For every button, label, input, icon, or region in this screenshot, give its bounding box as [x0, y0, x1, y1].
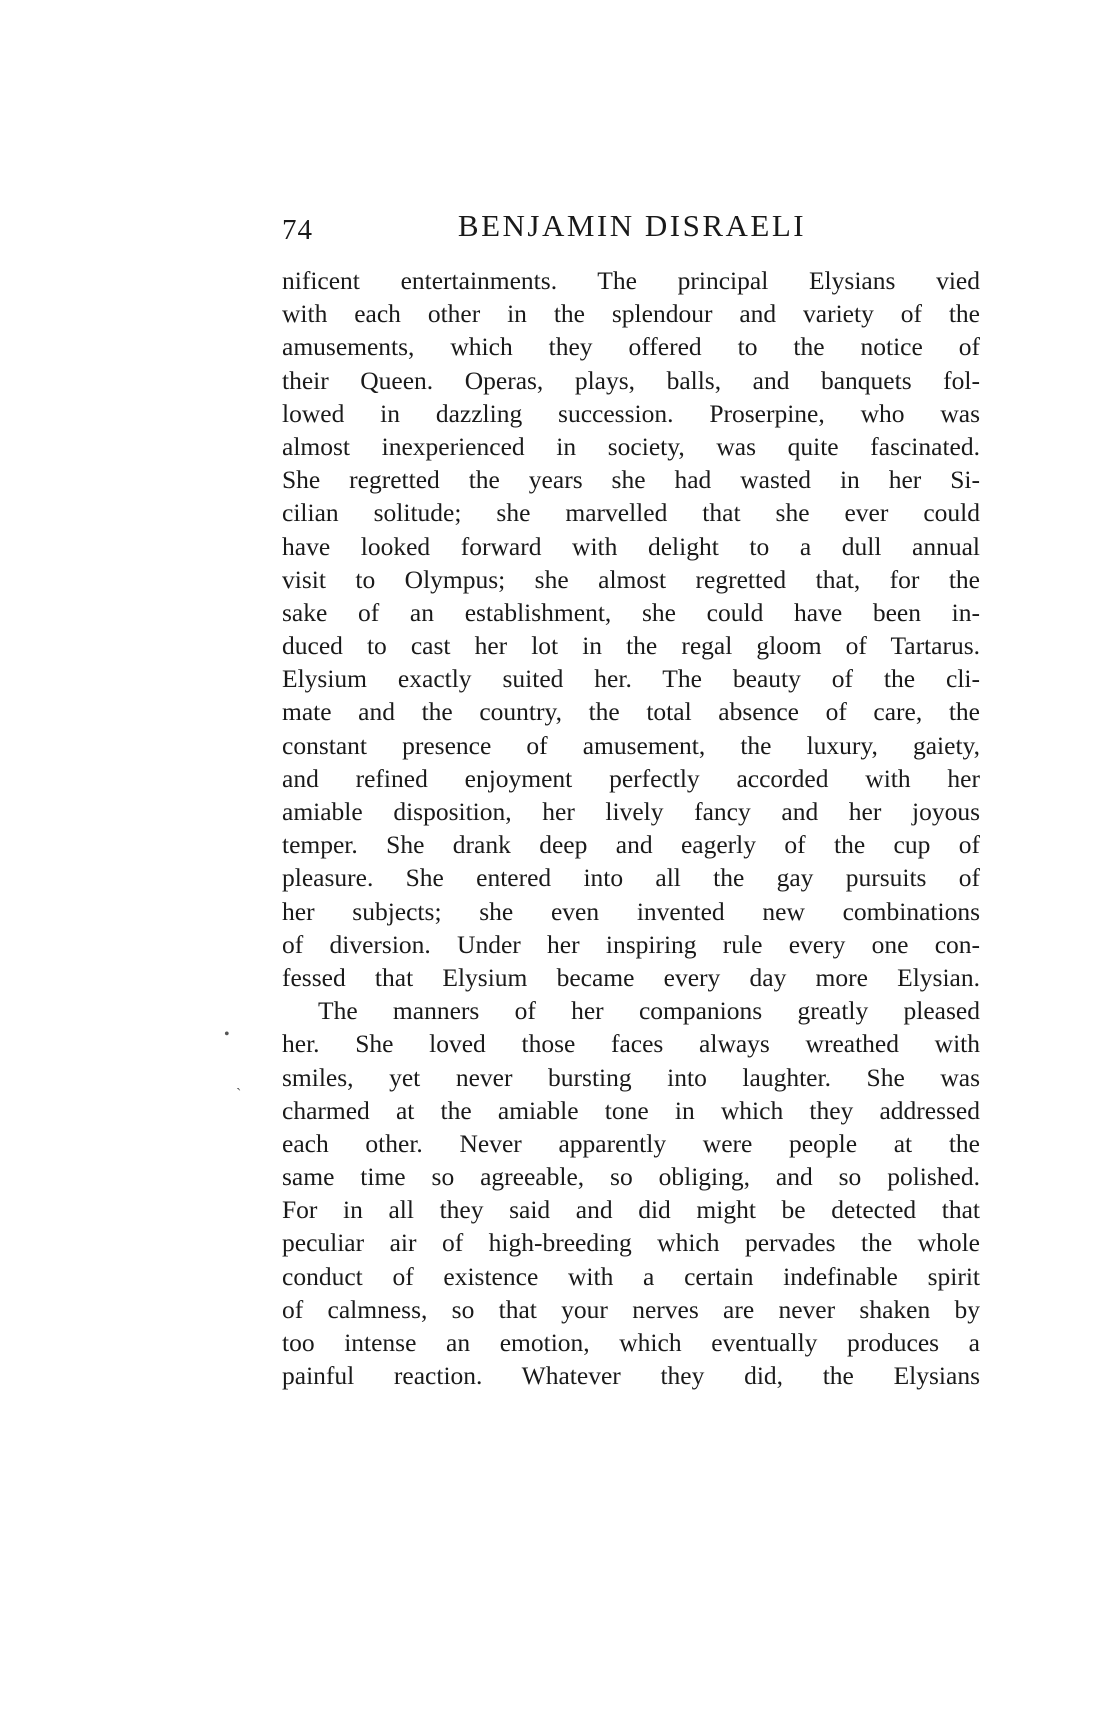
text-line: amusements, which they offered to the notice of	[282, 332, 980, 362]
text-line: duced to cast her lot in the regal gloom of Tartarus.	[282, 631, 980, 661]
text-line: constant presence of amusement, the luxury, gaiety,	[282, 730, 980, 760]
paragraph-1	[282, 264, 980, 994]
text-line: her. She loved those faces always wreathed with	[282, 1029, 980, 1059]
text-line: pleasure. She entered into all the gay pursuits of	[282, 863, 980, 893]
text-line: have looked forward with delight to a dull annual	[282, 531, 980, 561]
margin-mark: ˋ	[236, 1086, 242, 1103]
text-line: cilian solitude; she marvelled that she ever could	[282, 498, 980, 528]
text-line: The manners of her companions greatly pleased	[318, 996, 980, 1026]
book-title: BENJAMIN DISRAELI	[457, 208, 807, 243]
text-line: charmed at the amiable tone in which they addressed	[282, 1095, 980, 1125]
text-line: her subjects; she even invented new combinations	[282, 896, 980, 926]
body-text	[282, 264, 980, 1392]
text-line: nificent entertainments. The principal Elysians vied	[282, 266, 980, 295]
text-line: painful reaction. Whatever they did, the Elysians	[282, 1361, 980, 1391]
text-line: almost inexperienced in society, was quite fascinated.	[282, 431, 980, 461]
text-line: amiable disposition, her lively fancy and her joyous	[282, 797, 980, 826]
text-line: their Queen. Operas, plays, balls, and banquets fol-	[282, 365, 980, 395]
text-line: mate and the country, the total absence of care, the	[282, 697, 980, 727]
running-head	[282, 208, 982, 248]
text-line: lowed in dazzling succession. Proserpine, who was	[282, 398, 980, 428]
text-line: fessed that Elysium became every day more Elysian.	[282, 962, 980, 992]
text-line: and refined enjoyment perfectly accorded with her	[282, 763, 980, 793]
page-number: 74	[282, 214, 313, 246]
text-line: peculiar air of high-breeding which pervades the whole	[282, 1228, 980, 1258]
text-line: She regretted the years she had wasted in her Si-	[282, 465, 980, 495]
text-line: temper. She drank deep and eagerly of the cup of	[282, 830, 980, 860]
text-line: same time so agreeable, so obliging, and so polished.	[282, 1162, 980, 1192]
text-line: smiles, yet never bursting into laughter. She was	[282, 1062, 980, 1092]
text-line: Elysium exactly suited her. The beauty of the cli-	[282, 664, 980, 694]
text-line: sake of an establishment, she could have been in-	[282, 597, 980, 627]
text-line: too intense an emotion, which eventually produces a	[282, 1328, 980, 1357]
text-line: visit to Olympus; she almost regretted that, for the	[282, 564, 980, 594]
text-line: with each other in the splendour and variety of the	[282, 299, 980, 329]
text-line: each other. Never apparently were people at the	[282, 1128, 980, 1158]
margin-mark: •	[224, 1026, 230, 1043]
paragraph-2	[282, 994, 980, 1392]
text-line: conduct of existence with a certain indefinable spirit	[282, 1261, 980, 1291]
text-line: of diversion. Under her inspiring rule every one con-	[282, 929, 980, 959]
text-line: For in all they said and did might be detected that	[282, 1195, 980, 1225]
text-line: of calmness, so that your nerves are never shaken by	[282, 1294, 980, 1324]
